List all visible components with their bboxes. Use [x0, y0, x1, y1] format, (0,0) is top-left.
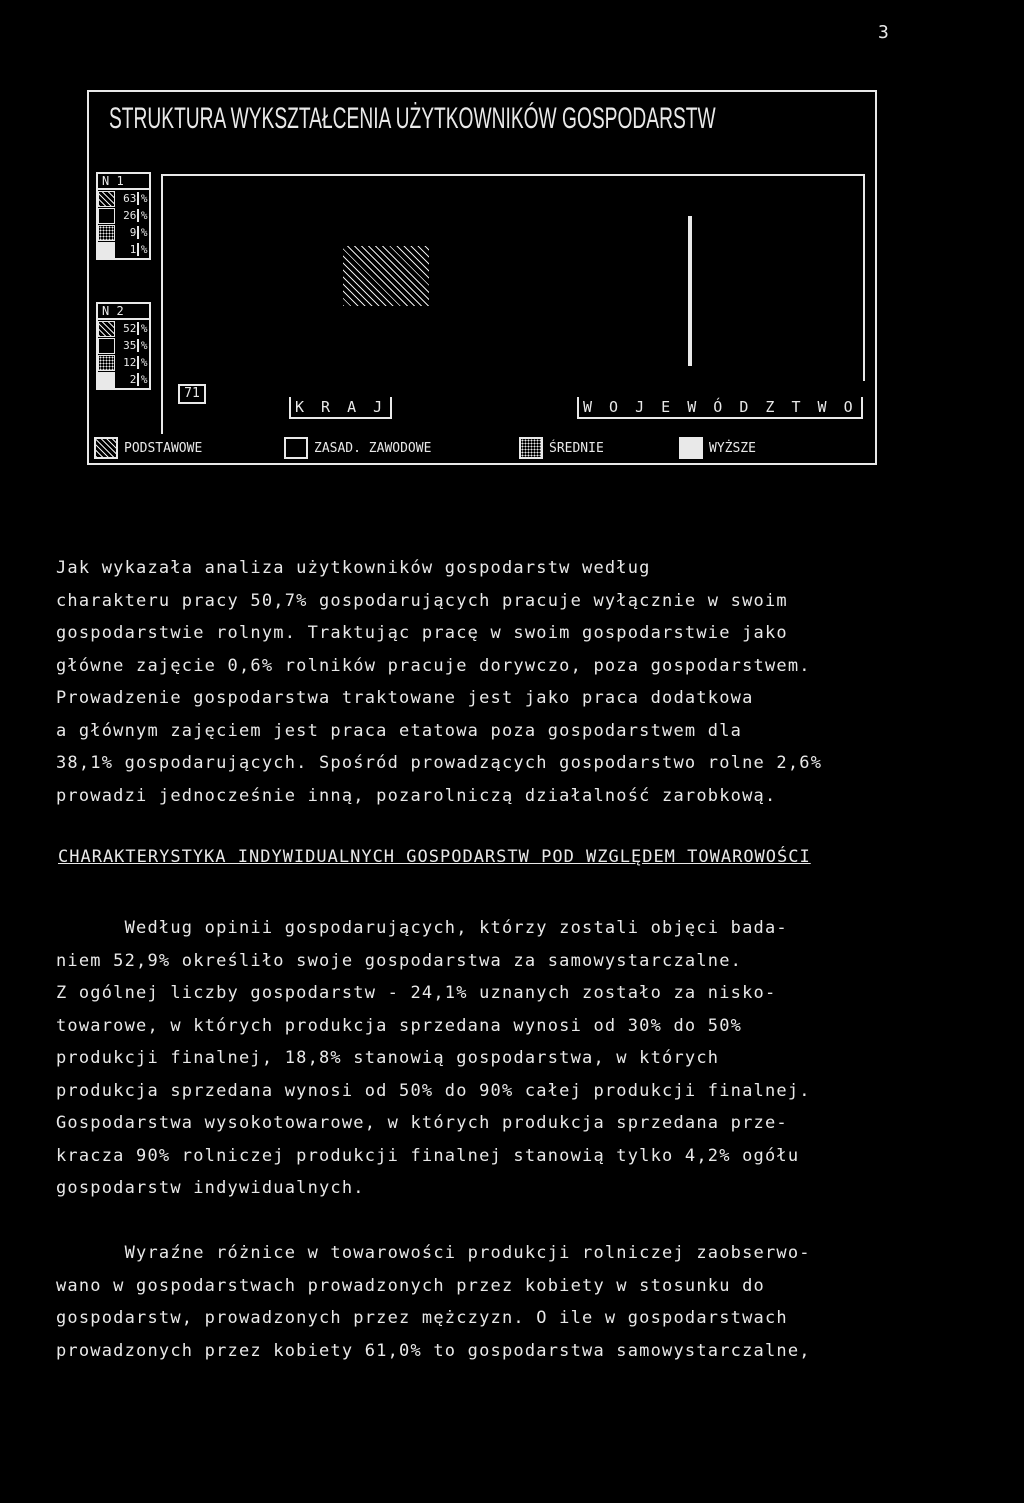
legend-item-vocational	[284, 437, 519, 459]
legend-row	[98, 224, 149, 241]
legend-label: ŚREDNIE	[549, 440, 604, 456]
legend-value: 1	[115, 243, 139, 256]
paragraph-1	[56, 552, 916, 812]
empty-swatch	[284, 437, 308, 459]
legend-unit: %	[140, 243, 148, 256]
section-heading: CHARAKTERYSTYKA INDYWIDUALNYCH GOSPODARSTW POD WZGLĘDEM TOWAROWOŚCI	[58, 847, 811, 867]
hatch-swatch	[94, 437, 118, 459]
page-number: 3	[878, 22, 889, 43]
legend-box-header: N 1	[98, 174, 149, 190]
paragraph-text: Jak wykazała analiza użytkowników gospodarstw według charakteru pracy 50,7% gospodarujących pracuje wyłącznie w swoim gospodarstwie rolnym. Traktując pracę w swoim gospodarstwie jako główne zajęcie 0,6% rolników pracuje dorywczo, poza gospodarstwem. Prowadzenie gospodarstwa traktowane jest jako praca dodatkowa a głównym zajęciem jest praca etatowa poza gospodarstwem dla 38,1% gospodarujących. Spośród prowadzących gospodarstwo rolne 2,6% prowadzi jednocześnie inną, pozarolniczą działalność zarobkową.	[56, 558, 823, 806]
legend-box-1	[96, 172, 151, 260]
hatch-swatch	[98, 191, 115, 207]
hatched-region	[343, 246, 429, 306]
education-structure-figure	[87, 90, 877, 465]
legend-unit: %	[140, 356, 148, 369]
figure-legend	[94, 437, 864, 459]
legend-item-basic	[94, 437, 284, 459]
legend-value: 2	[115, 373, 139, 386]
label-country: K R A J	[289, 397, 392, 419]
paragraph-text: Według opinii gospodarujących, którzy zostali objęci bada- niem 52,9% określiło swoje gospodarstwa za samowystarczalne. Z ogólnej liczby gospodarstw - 24,1% uznanych zostało za nisko- towarowe, w których produkcja sprzedana wynosi od 30% do 50% produkcji finalnej, 18,8% stanowią gospodarstwa, w których produkcja sprzedana wynosi od 50% do 90% całej produkcji finalnej. Gospodarstwa wysokotowarowe, w których produkcja sprzedana prze- kracza 90% rolniczej produkcji finalnej stanowią tylko 4,2% ogółu gospodarstw indywidualnych.	[56, 918, 811, 1198]
vertical-bar	[688, 216, 692, 366]
legend-label: ZASAD. ZAWODOWE	[314, 440, 432, 456]
legend-unit: %	[140, 209, 148, 222]
dotted-swatch	[98, 225, 115, 241]
legend-row	[98, 354, 149, 371]
legend-unit: %	[140, 322, 148, 335]
legend-unit: %	[140, 226, 148, 239]
legend-item-secondary	[519, 437, 679, 459]
solid-swatch	[679, 437, 703, 459]
legend-value: 35	[115, 339, 139, 352]
legend-row	[98, 241, 149, 258]
legend-value: 52	[115, 322, 139, 335]
paragraph-2	[56, 912, 916, 1205]
legend-label: WYŻSZE	[709, 440, 756, 456]
dotted-swatch	[98, 355, 115, 371]
legend-unit: %	[140, 339, 148, 352]
solid-swatch	[98, 242, 115, 258]
legend-row	[98, 337, 149, 354]
solid-swatch	[98, 372, 115, 388]
legend-value: 12	[115, 356, 139, 369]
legend-item-higher	[679, 437, 819, 459]
empty-swatch	[98, 338, 115, 354]
legend-box-header: N 2	[98, 304, 149, 320]
chart-area	[161, 174, 865, 434]
label-voivodeship: W O J E W Ó D Z T W O	[577, 397, 863, 419]
legend-row	[98, 320, 149, 337]
dotted-swatch	[519, 437, 543, 459]
legend-label: PODSTAWOWE	[124, 440, 203, 456]
paragraph-3	[56, 1237, 916, 1367]
legend-row	[98, 371, 149, 388]
paragraph-text: Wyraźne różnice w towarowości produkcji rolniczej zaobserwo- wano w gospodarstwach prowadzonych przez kobiety w stosunku do gospodarstw, prowadzonych przez mężczyzn. O ile w gospodarstwach prowadzonych przez kobiety 61,0% to gospodarstwa samowystarczalne,	[56, 1243, 811, 1361]
legend-unit: %	[140, 192, 148, 205]
legend-unit: %	[140, 373, 148, 386]
empty-swatch	[98, 208, 115, 224]
legend-row	[98, 190, 149, 207]
legend-box-2	[96, 302, 151, 390]
chart-right-border	[863, 176, 865, 381]
hatch-swatch	[98, 321, 115, 337]
map-number-box: 71	[178, 384, 206, 404]
legend-value: 26	[115, 209, 139, 222]
legend-value: 63	[115, 192, 139, 205]
legend-row	[98, 207, 149, 224]
figure-title: STRUKTURA WYKSZTAŁCENIA UŻYTKOWNIKÓW GOSPODARSTW	[109, 102, 716, 135]
legend-value: 9	[115, 226, 139, 239]
